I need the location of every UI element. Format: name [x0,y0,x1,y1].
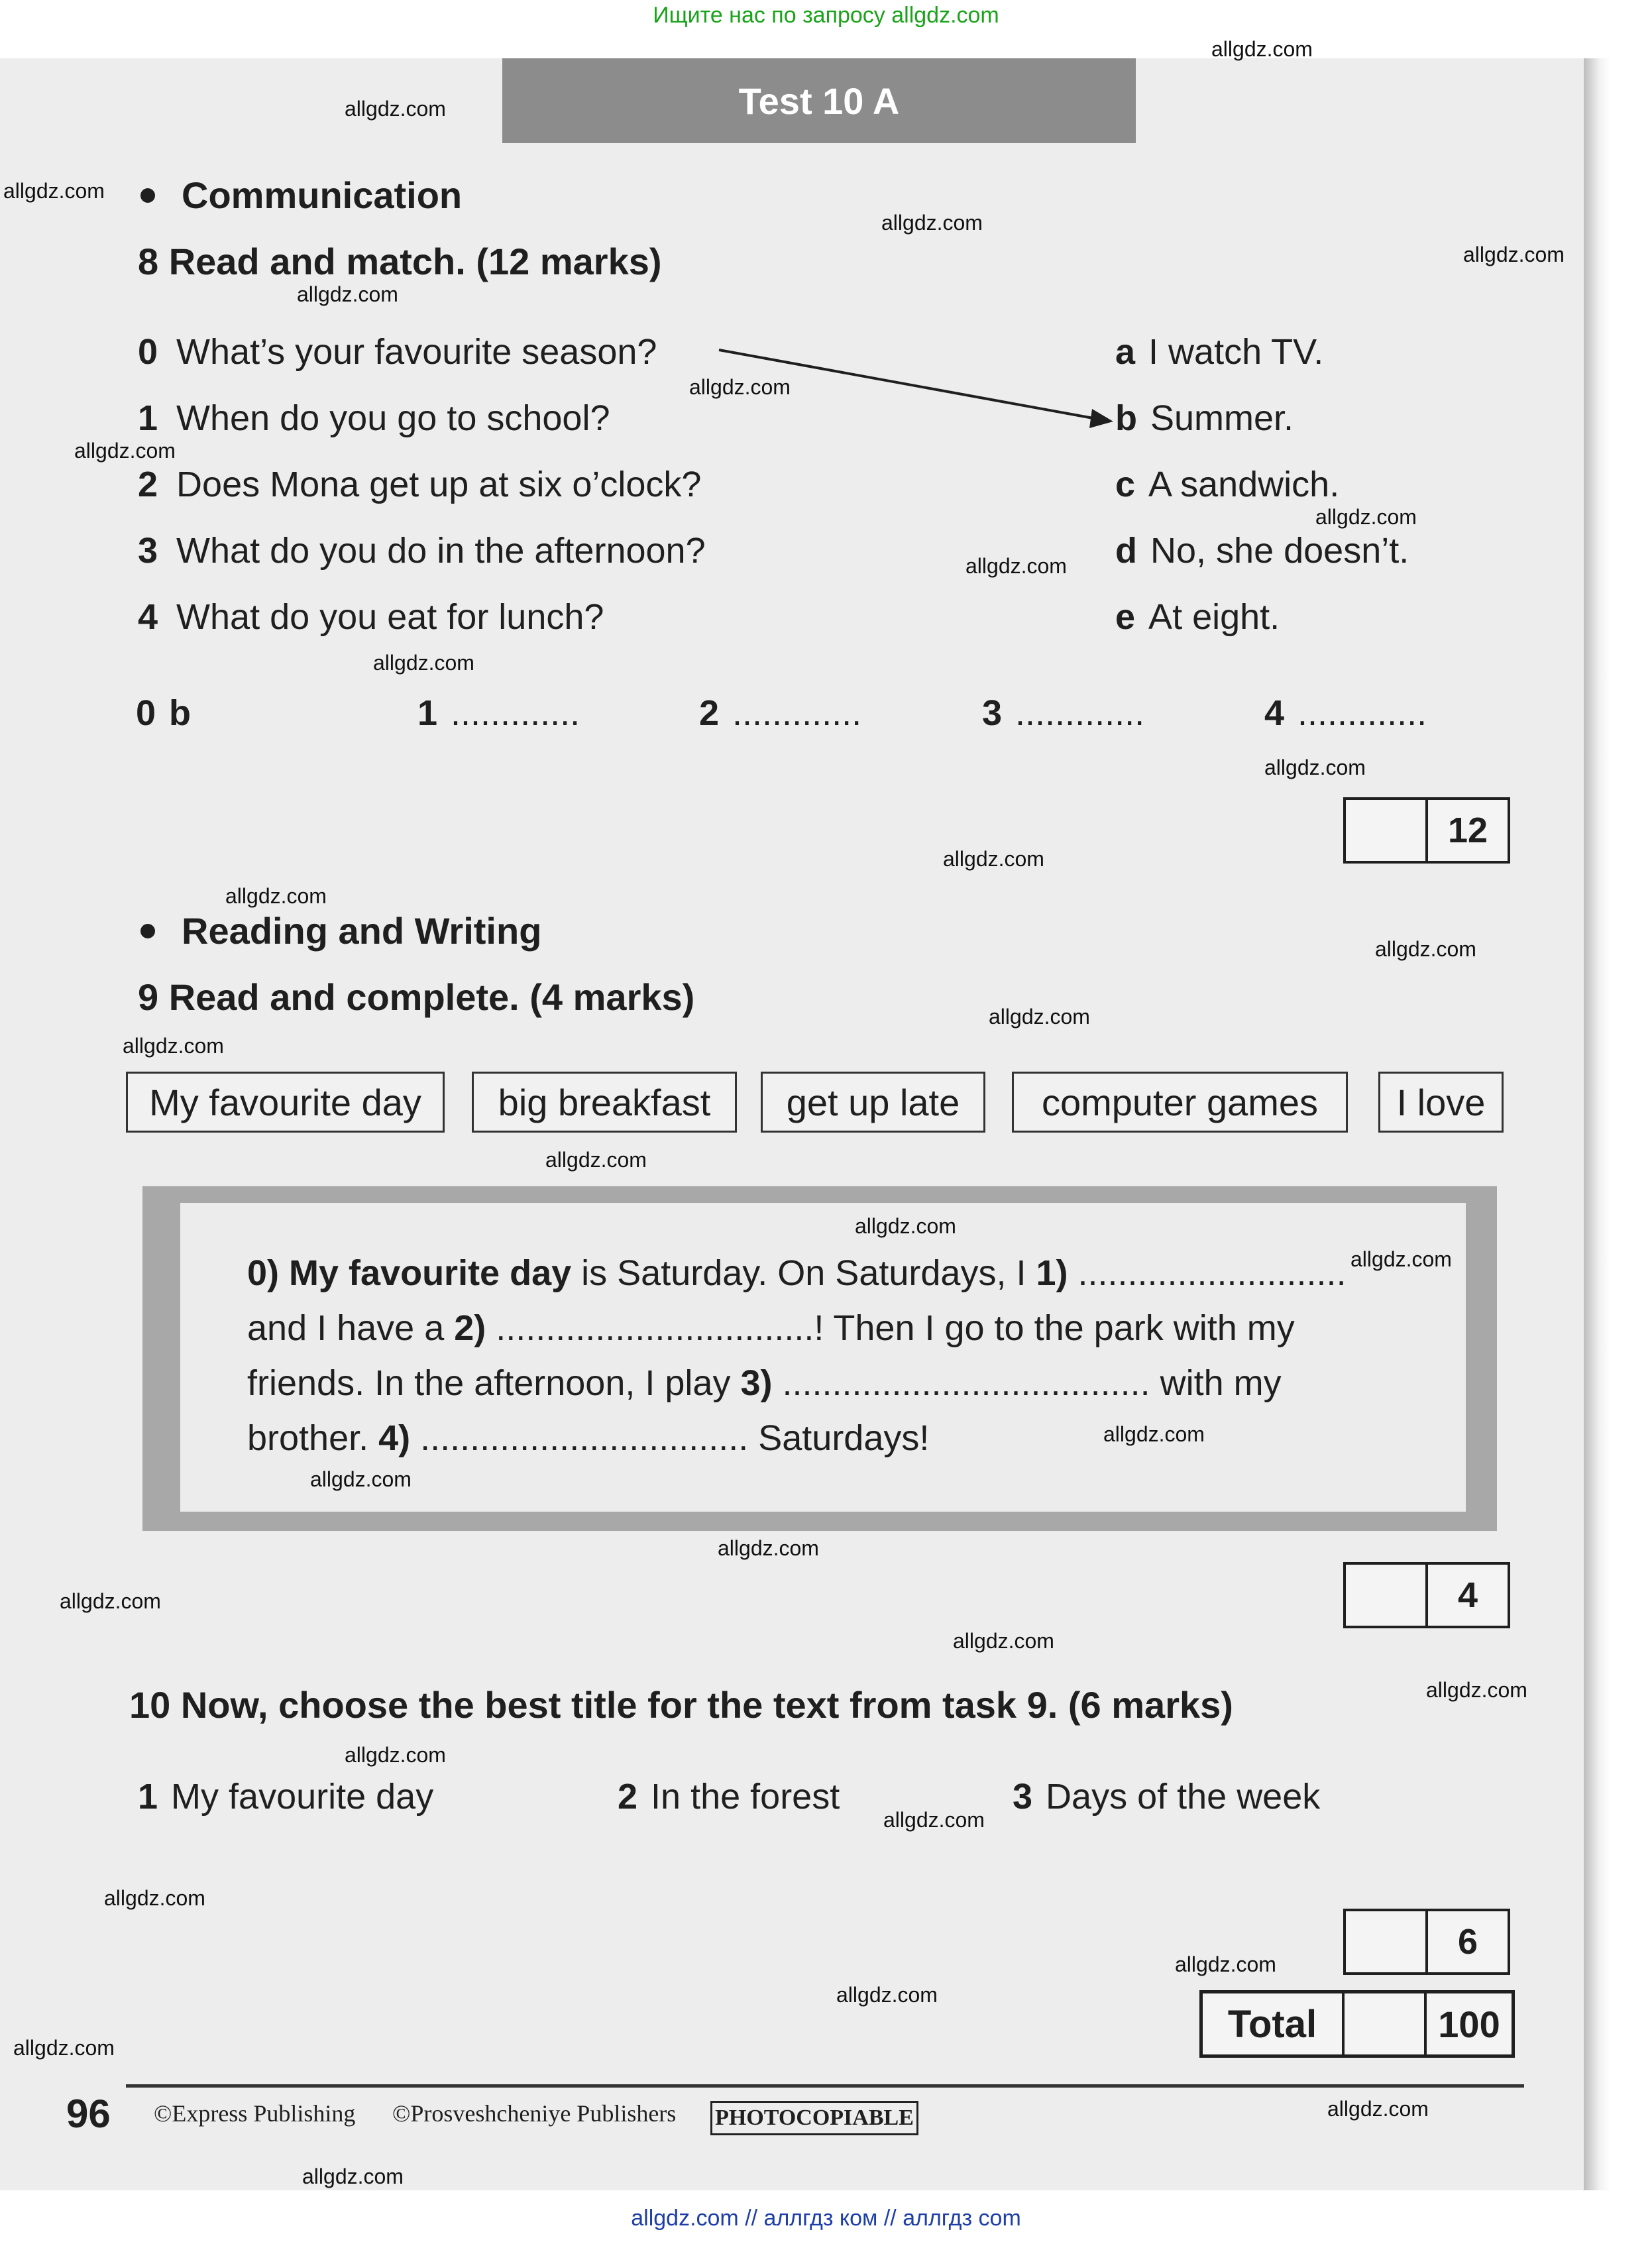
watermark[interactable]: allgdz.com [104,1886,205,1910]
answer-b: b Summer. [1115,398,1294,438]
watermark[interactable]: allgdz.com [718,1536,819,1560]
watermark[interactable]: allgdz.com [953,1629,1054,1653]
passage-line-1: 0) My favourite day is Saturday. On Saturdays, I 1) ........................... [247,1253,1347,1293]
watermark[interactable]: allgdz.com [373,651,474,675]
question-3: 3 What do you do in the afternoon? [138,531,706,571]
watermark[interactable]: allgdz.com [881,211,983,235]
title-option-2: 2 In the forest [618,1777,840,1817]
watermark[interactable]: allgdz.com [1463,243,1565,266]
score-value: 6 [1457,1922,1478,1962]
top-banner[interactable]: Ищите нас по запросу allgdz.com [653,3,999,28]
answer-key-0: 0 b [136,693,192,733]
word-bank-item: I love [1378,1072,1504,1133]
section-heading: Reading and Writing [182,910,542,952]
question-1: 1 When do you go to school? [138,398,610,438]
watermark[interactable]: allgdz.com [1103,1422,1205,1446]
word-bank-item: computer games [1012,1072,1348,1133]
test-header: Test 10 A [502,58,1136,143]
answer-key-1: 1 ............. [417,693,580,733]
task-10-title: 10 Now, choose the best title for the text from task 9. (6 marks) [129,1684,1233,1726]
question-2: 2 Does Mona get up at six o’clock? [138,465,702,504]
watermark[interactable]: allgdz.com [943,847,1044,871]
watermark[interactable]: allgdz.com [310,1467,412,1491]
watermark[interactable]: allgdz.com [1350,1247,1452,1271]
footer-divider [126,2084,1524,2088]
bullet-icon [140,924,155,938]
answer-key-4: 4 ............. [1264,693,1427,733]
answer-a: a I watch TV. [1115,332,1324,372]
watermark[interactable]: allgdz.com [225,884,327,908]
total-label: Total [1203,1993,1345,2054]
watermark[interactable]: allgdz.com [1315,505,1417,529]
watermark[interactable]: allgdz.com [1264,756,1366,779]
title-option-3: 3 Days of the week [1013,1777,1321,1817]
passage-line-4: brother. 4) ................................. Saturdays! [247,1418,930,1458]
watermark[interactable]: allgdz.com [345,97,446,121]
score-value: 4 [1457,1575,1478,1615]
total-value: 100 [1438,2003,1500,2045]
watermark[interactable]: allgdz.com [302,2164,404,2188]
bottom-banner[interactable]: allgdz.com // аллгдз ком // аллгдз com [631,2206,1021,2231]
section-heading: Communication [182,174,463,216]
watermark[interactable]: allgdz.com [1426,1678,1527,1702]
watermark[interactable]: allgdz.com [883,1808,985,1832]
watermark[interactable]: allgdz.com [3,179,105,203]
watermark[interactable]: allgdz.com [989,1005,1090,1029]
watermark[interactable]: allgdz.com [1211,37,1313,61]
task-9-title: 9 Read and complete. (4 marks) [138,976,695,1018]
watermark[interactable]: allgdz.com [965,554,1067,578]
watermark[interactable]: allgdz.com [13,2036,115,2060]
watermark[interactable]: allgdz.com [1175,1952,1276,1976]
watermark[interactable]: allgdz.com [1375,937,1476,961]
watermark[interactable]: allgdz.com [297,282,398,306]
answer-e: e At eight. [1115,597,1280,637]
watermark[interactable]: allgdz.com [123,1034,224,1058]
watermark[interactable]: allgdz.com [74,439,176,463]
watermark[interactable]: allgdz.com [855,1214,956,1238]
photocopiable-stamp: PHOTOCOPIABLE [710,2101,918,2135]
answer-c: c A sandwich. [1115,465,1340,504]
publisher-express: ©Express Publishing [154,2100,356,2127]
score-box-task-8 [1343,797,1510,864]
watermark[interactable]: allgdz.com [689,375,791,399]
total-score-box [1199,1990,1515,2058]
answer-key-3: 3 ............. [982,693,1145,733]
watermark[interactable]: allgdz.com [345,1743,446,1767]
publisher-prosveshcheniye: ©Prosveshcheniye Publishers [392,2100,677,2127]
task-8-title: 8 Read and match. (12 marks) [138,241,662,282]
score-value: 12 [1447,811,1488,850]
score-box-task-9 [1343,1562,1510,1628]
word-bank-item: My favourite day [126,1072,445,1133]
watermark[interactable]: allgdz.com [836,1983,938,2007]
watermark[interactable]: allgdz.com [1327,2097,1429,2121]
question-0: 0 What’s your favourite season? [138,332,657,372]
answer-key-2: 2 ............. [699,693,862,733]
word-bank-item: get up late [761,1072,985,1133]
passage-line-2: and I have a 2) ................................! Then I go to the park with my [247,1308,1295,1348]
passage-line-3: friends. In the afternoon, I play 3) ..................................... with my [247,1363,1282,1403]
score-box-task-10 [1343,1909,1510,1975]
watermark[interactable]: allgdz.com [60,1589,161,1613]
answer-d: d No, she doesn’t. [1115,531,1409,571]
section-reading-writing [140,909,541,952]
word-bank-item: big breakfast [472,1072,737,1133]
title-option-1: 1 My favourite day [138,1777,434,1817]
page-number: 96 [66,2092,111,2136]
question-4: 4 What do you eat for lunch? [138,597,604,637]
watermark[interactable]: allgdz.com [545,1148,647,1172]
